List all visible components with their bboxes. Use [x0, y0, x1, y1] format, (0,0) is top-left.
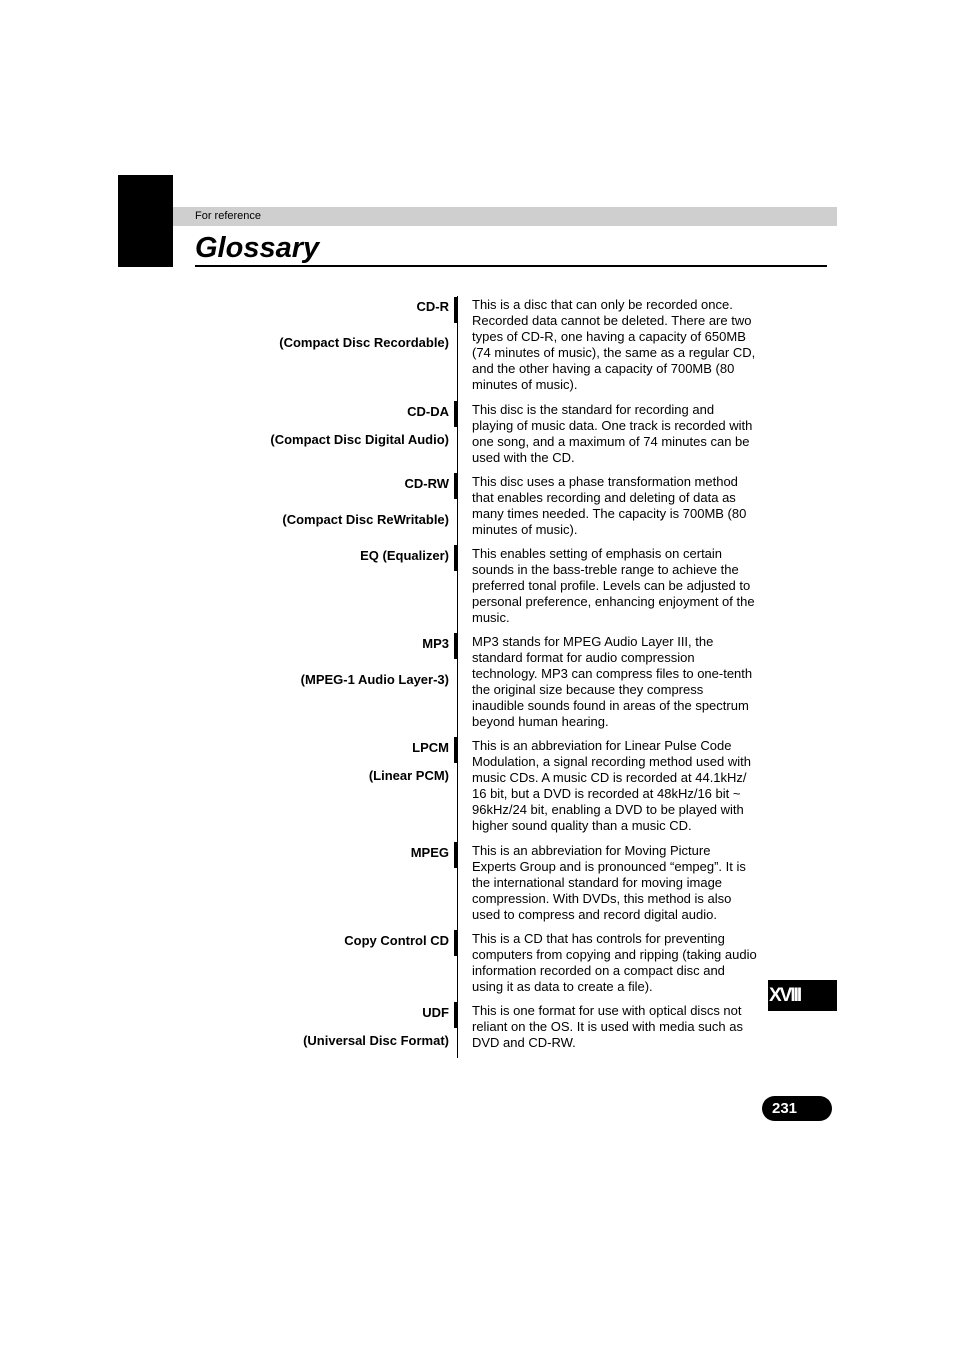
term-definition: MP3 stands for MPEG Audio Layer III, the standard format for audio compression technology. MP3 can compress files to one-tenth the original size because they compress inaudible sounds found in areas of the spectrum beyond human hearing. [472, 634, 753, 730]
term-definition: This enables setting of emphasis on certain sounds in the bass-treble range to achieve the preferred tonal profile. Levels can be adjusted to personal preference, enhancing enjoyment of the music. [472, 546, 755, 626]
term-full-name: (Linear PCM) [368, 768, 449, 783]
term-name: CD-RW [404, 476, 449, 491]
term-definition: This disc is the standard for recording and playing of music data. One track is recorded with one song, and a maximum of 74 minutes can be used with the CD. [472, 402, 753, 466]
term-name: MP3 [422, 636, 449, 651]
term-marker [454, 930, 458, 956]
term-marker [454, 545, 458, 571]
term-name: EQ (Equalizer) [360, 548, 449, 563]
section-header-bar [173, 207, 837, 226]
term-full-name: (MPEG-1 Audio Layer-3) [300, 672, 449, 687]
term-name: CD-R [416, 299, 449, 314]
term-definition: This is a disc that can only be recorded once. Recorded data cannot be deleted. There are two types of CD-R, one having a capacity of 650MB (74 minutes of music), the same as a regular CD, and the other having a capacity of 700MB (80 minutes of music). [472, 297, 756, 393]
term-full-name: (Compact Disc Recordable) [279, 335, 449, 350]
term-name: MPEG [410, 845, 449, 860]
term-name: CD-DA [407, 404, 449, 419]
term-full-name: (Compact Disc ReWritable) [282, 512, 449, 527]
chapter-tab: XVIII [768, 980, 837, 1011]
term-marker [454, 401, 458, 427]
term-marker [454, 473, 458, 499]
term-full-name: (Universal Disc Format) [303, 1033, 449, 1048]
term-definition: This is one format for use with optical discs not reliant on the OS. It is used with media such as DVD and CD-RW. [472, 1003, 743, 1051]
term-definition: This disc uses a phase transformation method that enables recording and deleting of data as many times needed. The capacity is 700MB (80 minutes of music). [472, 474, 747, 538]
term-name: UDF [422, 1005, 449, 1020]
term-marker [454, 842, 458, 868]
chapter-marker-block [118, 175, 173, 267]
term-full-name: (Compact Disc Digital Audio) [270, 432, 449, 447]
term-name: LPCM [412, 740, 449, 755]
title-underline [195, 265, 827, 267]
page-number: 231 [762, 1096, 832, 1121]
term-marker [454, 1002, 458, 1028]
term-definition: This is an abbreviation for Linear Pulse Code Modulation, a signal recording method used with music CDs. A music CD is recorded at 44.1kHz/ 16 bit, but a DVD is recorded at 48kHz/16 bit ~ 96kHz/24 bit, enabling a DVD to be played with higher sound quality than a music CD. [472, 738, 751, 834]
section-label: For reference [195, 210, 262, 222]
term-definition: This is an abbreviation for Moving Picture Experts Group and is pronounced “empeg”. It is the international standard for moving image compression. With DVDs, this method is also used to compress and record digital audio. [472, 843, 746, 923]
term-marker [454, 737, 458, 763]
term-definition: This is a CD that has controls for preventing computers from copying and ripping (taking audio information recorded on a compact disc and using it as data to create a file). [472, 931, 757, 995]
page-title: Glossary [195, 232, 320, 264]
term-marker [454, 297, 458, 323]
term-name: Copy Control CD [344, 933, 449, 948]
term-marker [454, 633, 458, 659]
